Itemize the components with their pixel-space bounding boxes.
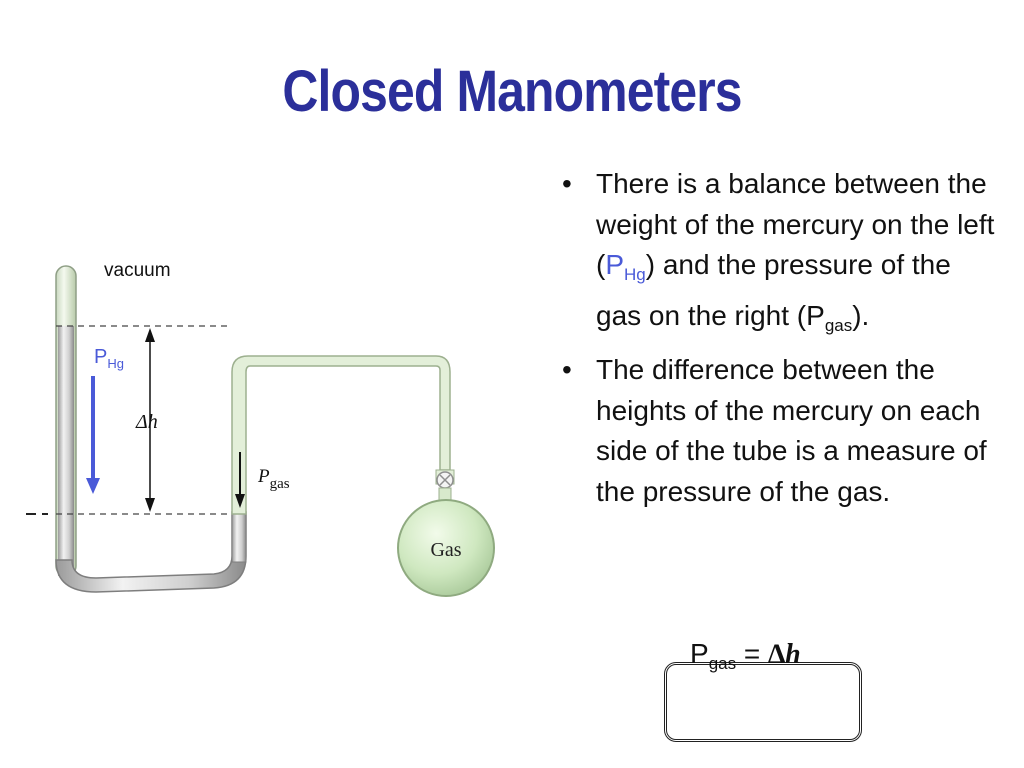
page-title: Closed Manometers bbox=[282, 59, 742, 124]
p-gas-label: $P_{gas}$ bbox=[258, 466, 290, 492]
bullet-item-2: • The difference between the heights of the mercury on each side of the tube is a measure of the pressure of the gas. bbox=[556, 350, 996, 512]
bullet-list bbox=[556, 164, 996, 516]
bullet-marker: • bbox=[562, 354, 572, 385]
gas-bulb-label: Gas bbox=[430, 539, 462, 561]
right-mercury bbox=[232, 512, 246, 562]
u-bend bbox=[56, 512, 246, 592]
vacuum-label: vacuum bbox=[104, 260, 171, 281]
p-hg-label: $P_{Hg}$ bbox=[94, 346, 124, 371]
connecting-tube bbox=[232, 356, 450, 514]
p-hg-text: $P_{Hg}$ bbox=[605, 249, 646, 284]
valve-icon bbox=[436, 470, 454, 504]
bullet-marker: • bbox=[562, 168, 572, 199]
formula-box bbox=[664, 662, 862, 742]
left-tube bbox=[56, 266, 76, 576]
bullet-item-1: • There is a balance between the weight of the mercury on the left $(P_{Hg})$ and the pressure of the gas on the right $(P_{gas})$. bbox=[556, 164, 996, 346]
delta-h-label: Δh bbox=[136, 411, 158, 433]
p-hg-arrow bbox=[86, 376, 100, 494]
formula: $P_{gas} = \Delta h$ bbox=[690, 638, 801, 673]
